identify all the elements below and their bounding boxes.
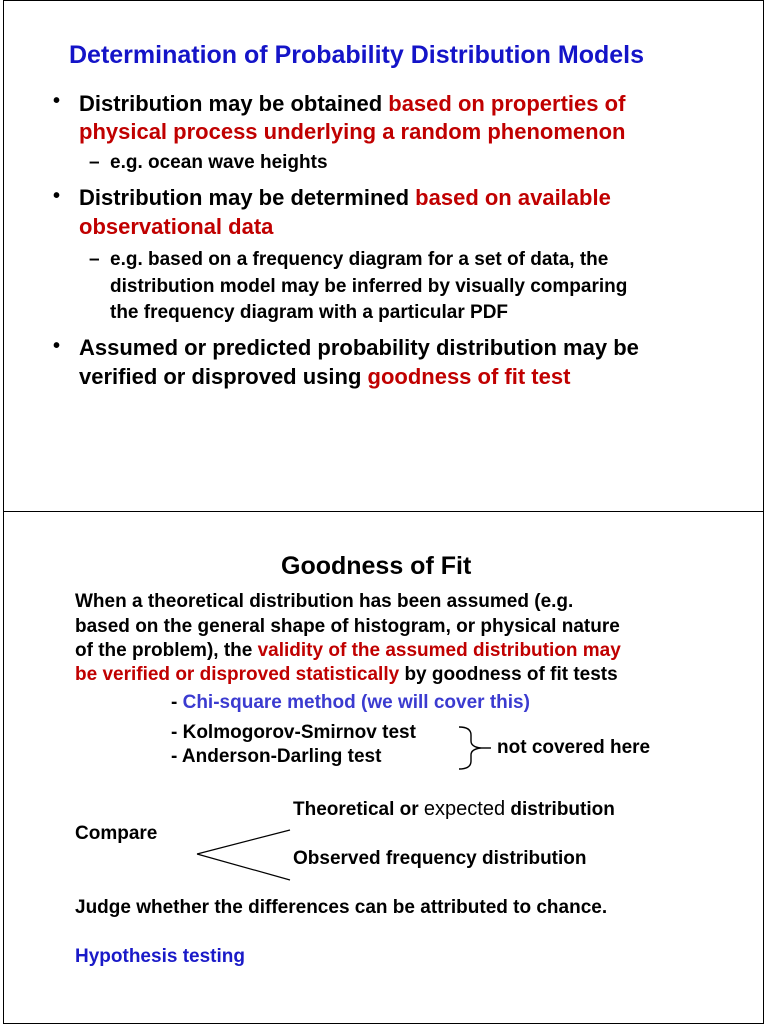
- paragraph-line-4: [75, 662, 618, 688]
- not-covered-label: not covered here: [497, 737, 651, 758]
- bullet-3-text: verified or disproved using: [79, 364, 368, 389]
- method-kolmogorov-smirnov: - Kolmogorov-Smirnov test: [171, 722, 416, 743]
- curly-brace-icon: [457, 725, 493, 771]
- bullet-3-line-2: [79, 362, 570, 391]
- method-dash: -: [171, 692, 183, 713]
- judge-text: Judge whether the differences can be attributed to chance.: [75, 897, 608, 918]
- bullet-2-line-1: [79, 183, 611, 212]
- bullet-2-line-2: observational data: [79, 214, 274, 239]
- slide-2: [3, 511, 764, 1024]
- expected-distribution: [293, 796, 615, 823]
- expected-prefix: Theoretical or: [293, 799, 424, 820]
- observed-distribution: Observed frequency distribution: [293, 848, 587, 869]
- dash-marker: –: [89, 249, 100, 270]
- bullet-2-highlight: based on available: [415, 185, 611, 210]
- bullet-1-highlight: based on properties of: [388, 91, 626, 116]
- paragraph-line-1: When a theoretical distribution has been assumed (e.g.: [75, 591, 574, 612]
- bullet-marker: •: [53, 185, 61, 207]
- method-chi-square-label: Chi-square method (we will cover this): [182, 692, 530, 713]
- hypothesis-testing: Hypothesis testing: [75, 946, 245, 967]
- compare-label: Compare: [75, 823, 158, 844]
- bullet-2-sub-line-1: e.g. based on a frequency diagram for a set of data, the: [110, 249, 609, 270]
- bullet-2-text: Distribution may be determined: [79, 185, 416, 210]
- bullet-1-text: Distribution may be obtained: [79, 91, 389, 116]
- method-chi-square: [171, 690, 530, 716]
- bullet-marker: •: [53, 90, 61, 112]
- paragraph-text: by goodness of fit tests: [399, 664, 618, 685]
- bullet-1-line-2: physical process underlying a random phenomenon: [79, 119, 626, 144]
- slide-2-title: Goodness of Fit: [281, 552, 472, 580]
- paragraph-text: of the problem), the: [75, 640, 258, 661]
- paragraph-line-3: [75, 638, 621, 664]
- expected-suffix: distribution: [505, 799, 615, 820]
- dash-marker: –: [89, 152, 100, 173]
- compare-wedge-icon: [194, 827, 294, 883]
- bullet-3-line-1: Assumed or predicted probability distribution may be: [79, 335, 639, 360]
- slide-1: [3, 0, 764, 512]
- slide-1-title: Determination of Probability Distribution Models: [69, 41, 645, 69]
- paragraph-highlight: validity of the assumed distribution may: [257, 640, 621, 661]
- paragraph-highlight: be verified or disproved statistically: [75, 664, 400, 685]
- bullet-marker: •: [53, 335, 61, 357]
- bullet-1-line-1: [79, 89, 625, 118]
- expected-word: expected: [423, 798, 506, 820]
- paragraph-line-2: based on the general shape of histogram, or physical nature: [75, 616, 620, 637]
- bullet-1-sub: e.g. ocean wave heights: [110, 152, 328, 173]
- bullet-2-sub-line-2: distribution model may be inferred by visually comparing: [110, 276, 628, 297]
- method-anderson-darling: - Anderson-Darling test: [171, 746, 382, 767]
- bullet-3-highlight: goodness of fit test: [367, 364, 571, 389]
- bullet-2-sub-line-3: the frequency diagram with a particular PDF: [110, 302, 509, 323]
